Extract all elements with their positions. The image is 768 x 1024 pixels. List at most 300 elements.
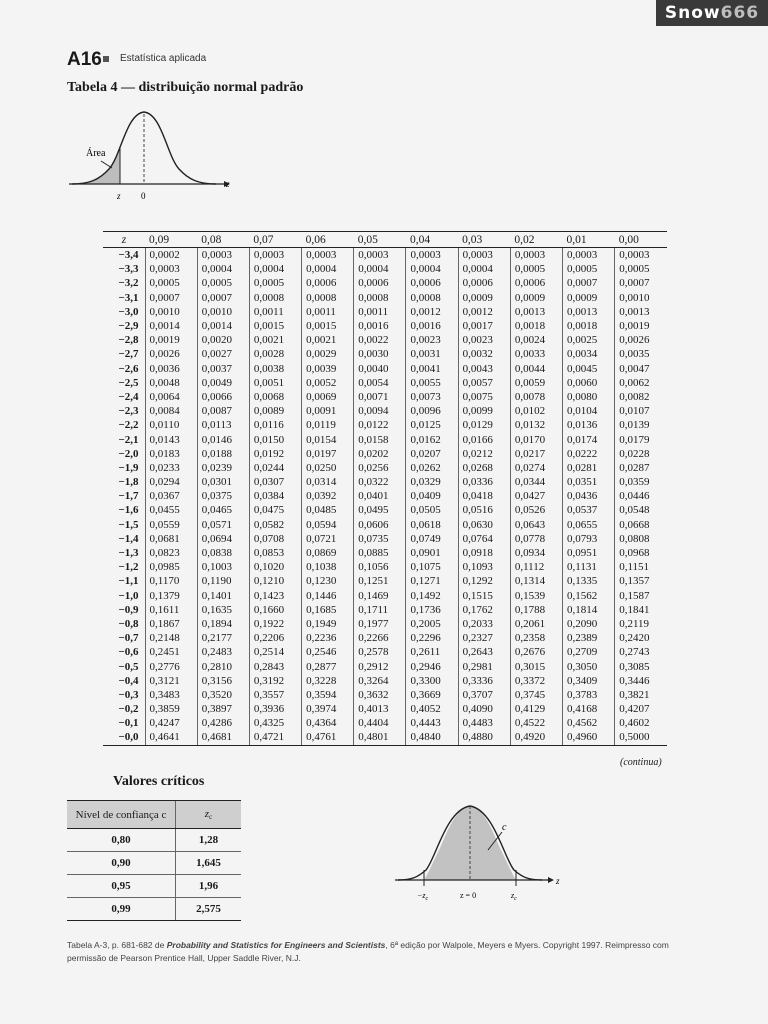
probability-cell: 0,4013 [354, 702, 406, 716]
probability-cell: 0,2389 [563, 631, 615, 645]
confidence-curve-figure [390, 800, 570, 910]
confidence-level-cell: 0,80 [67, 829, 176, 852]
probability-cell: 0,0122 [354, 418, 406, 432]
probability-cell: 0,0054 [354, 376, 406, 390]
z-value-cell: −2,3 [118, 405, 139, 418]
axis-label: z [226, 179, 230, 189]
probability-cell: 0,0571 [197, 518, 249, 532]
probability-cell: 0,0044 [510, 362, 562, 376]
z-value-cell: −2,4 [118, 390, 139, 403]
probability-cell: 0,0021 [249, 333, 301, 347]
z-value-cell: −2,5 [118, 376, 139, 389]
probability-cell: 0,0003 [354, 248, 406, 263]
probability-cell: 0,2514 [249, 645, 301, 659]
probability-cell: 0,3015 [510, 659, 562, 673]
probability-cell: 0,0008 [302, 291, 354, 305]
neg-zc-sub: c [425, 896, 429, 902]
probability-cell: 0,2546 [302, 645, 354, 659]
probability-cell: 0,0028 [249, 347, 301, 361]
probability-cell: 0,0009 [563, 291, 615, 305]
probability-cell: 0,1093 [458, 560, 510, 574]
probability-cell: 0,0244 [249, 461, 301, 475]
probability-cell: 0,0011 [354, 305, 406, 319]
probability-cell: 0,0004 [197, 262, 249, 276]
probability-cell: 0,2578 [354, 645, 406, 659]
probability-cell: 0,0010 [615, 291, 667, 305]
probability-cell: 0,0003 [197, 248, 249, 263]
probability-cell: 0,0004 [249, 262, 301, 276]
probability-cell: 0,0336 [458, 475, 510, 489]
table-body [103, 248, 667, 746]
probability-cell: 0,0010 [145, 305, 197, 319]
probability-cell: 0,0329 [406, 475, 458, 489]
probability-cell: 0,0202 [354, 447, 406, 461]
probability-cell: 0,0183 [145, 447, 197, 461]
z-value-cell: −0,7 [118, 632, 139, 645]
probability-cell: 0,4207 [615, 702, 667, 716]
z-value-cell: −1,0 [118, 589, 139, 602]
probability-cell: 0,3483 [145, 688, 197, 702]
probability-cell: 0,0281 [563, 461, 615, 475]
pos-zc-sub: c [514, 896, 517, 902]
probability-cell: 0,3594 [302, 688, 354, 702]
probability-cell: 0,1038 [302, 560, 354, 574]
z-value-cell: −3,2 [118, 277, 139, 290]
probability-cell: 0,0559 [145, 518, 197, 532]
probability-cell: 0,4090 [458, 702, 510, 716]
probability-cell: 0,0150 [249, 432, 301, 446]
probability-cell: 0,0808 [615, 532, 667, 546]
probability-cell: 0,2643 [458, 645, 510, 659]
probability-cell: 0,0207 [406, 447, 458, 461]
column-header: 0,00 [615, 232, 667, 248]
probability-cell: 0,0094 [354, 404, 406, 418]
probability-cell: 0,0418 [458, 489, 510, 503]
probability-cell: 0,2709 [563, 645, 615, 659]
probability-cell: 0,2296 [406, 631, 458, 645]
probability-cell: 0,0055 [406, 376, 458, 390]
probability-cell: 0,1251 [354, 574, 406, 588]
probability-cell: 0,4721 [249, 730, 301, 745]
z-value-cell: −3,4 [118, 249, 139, 262]
probability-cell: 0,3409 [563, 674, 615, 688]
probability-cell: 0,1401 [197, 589, 249, 603]
probability-cell: 0,2358 [510, 631, 562, 645]
probability-cell: 0,0721 [302, 532, 354, 546]
z-value-cell: −1,5 [118, 518, 139, 531]
zc-header-text: z [204, 808, 210, 820]
table-title: Tabela 4 — distribuição normal padrão [67, 80, 304, 95]
z-value-cell: −1,9 [118, 461, 139, 474]
probability-cell: 0,1190 [197, 574, 249, 588]
z-value-cell: −0,5 [118, 660, 139, 673]
probability-cell: 0,0287 [615, 461, 667, 475]
probability-cell: 0,2236 [302, 631, 354, 645]
probability-cell: 0,0048 [145, 376, 197, 390]
probability-cell: 0,0023 [406, 333, 458, 347]
normal-curve-figure [64, 104, 244, 204]
probability-cell: 0,0436 [563, 489, 615, 503]
watermark-logo [656, 0, 768, 26]
probability-cell: 0,0179 [615, 432, 667, 446]
probability-cell: 0,1314 [510, 574, 562, 588]
table-header-row [103, 232, 667, 248]
probability-cell: 0,0154 [302, 432, 354, 446]
table-row [103, 376, 667, 390]
probability-cell: 0,0052 [302, 376, 354, 390]
probability-cell: 0,1131 [563, 560, 615, 574]
probability-cell: 0,0006 [302, 276, 354, 290]
axis-arrow [548, 877, 554, 883]
table-row [103, 319, 667, 333]
probability-cell: 0,0262 [406, 461, 458, 475]
area-pointer [101, 161, 112, 168]
probability-cell: 0,0606 [354, 518, 406, 532]
probability-cell: 0,1922 [249, 617, 301, 631]
probability-cell: 0,0060 [563, 376, 615, 390]
probability-cell: 0,0004 [458, 262, 510, 276]
probability-cell: 0,0901 [406, 546, 458, 560]
probability-cell: 0,0004 [302, 262, 354, 276]
probability-cell: 0,0051 [249, 376, 301, 390]
probability-cell: 0,0764 [458, 532, 510, 546]
table-row [103, 546, 667, 560]
probability-cell: 0,4404 [354, 716, 406, 730]
probability-cell: 0,3372 [510, 674, 562, 688]
probability-cell: 0,0274 [510, 461, 562, 475]
z-label: z [117, 191, 121, 201]
probability-cell: 0,3783 [563, 688, 615, 702]
probability-cell: 0,0217 [510, 447, 562, 461]
neg-zc-text: −z [417, 891, 426, 900]
probability-cell: 0,0014 [197, 319, 249, 333]
z-value-cell: −0,9 [118, 603, 139, 616]
probability-cell: 0,0020 [197, 333, 249, 347]
probability-cell: 0,0139 [615, 418, 667, 432]
table-row [103, 532, 667, 546]
probability-cell: 0,0024 [510, 333, 562, 347]
table-row [103, 617, 667, 631]
table-row [103, 560, 667, 574]
probability-cell: 0,0014 [145, 319, 197, 333]
probability-cell: 0,0010 [197, 305, 249, 319]
probability-cell: 0,0344 [510, 475, 562, 489]
table-header [103, 232, 667, 248]
probability-cell: 0,2266 [354, 631, 406, 645]
probability-cell: 0,0314 [302, 475, 354, 489]
footnote-text-2: , 6ª edição por Walpole, Meyers e Myers. Copyright 1997. Reimpresso com permissão de Pearson Prentice Hall, Upper Saddle River, N.J. [67, 940, 669, 963]
probability-cell: 0,1611 [145, 603, 197, 617]
probability-cell: 0,4920 [510, 730, 562, 745]
probability-cell: 0,0294 [145, 475, 197, 489]
z-value-cell: −0,2 [118, 703, 139, 716]
probability-cell: 0,0132 [510, 418, 562, 432]
axis-label: z [556, 876, 560, 886]
critical-body [67, 829, 241, 921]
z-value-cell: −0,3 [118, 688, 139, 701]
z-column-header: z [103, 232, 145, 248]
table-row [103, 674, 667, 688]
probability-cell: 0,0885 [354, 546, 406, 560]
probability-cell: 0,0049 [197, 376, 249, 390]
probability-cell: 0,0228 [615, 447, 667, 461]
probability-cell: 0,0005 [563, 262, 615, 276]
probability-cell: 0,0003 [458, 248, 510, 263]
probability-cell: 0,0516 [458, 503, 510, 517]
column-header: 0,07 [249, 232, 301, 248]
probability-cell: 0,0004 [406, 262, 458, 276]
probability-cell: 0,1151 [615, 560, 667, 574]
probability-cell: 0,3085 [615, 659, 667, 673]
table-row [103, 589, 667, 603]
critical-header-row [67, 801, 241, 829]
probability-cell: 0,0256 [354, 461, 406, 475]
probability-cell: 0,0136 [563, 418, 615, 432]
probability-cell: 0,0793 [563, 532, 615, 546]
z-value-cell: −1,2 [118, 561, 139, 574]
probability-cell: 0,1112 [510, 560, 562, 574]
probability-cell: 0,0351 [563, 475, 615, 489]
footnote-book-title: Probability and Statistics for Engineers and Scientists [166, 940, 386, 950]
probability-cell: 0,0069 [302, 390, 354, 404]
z-value-cell: −0,6 [118, 646, 139, 659]
probability-cell: 0,0162 [406, 432, 458, 446]
probability-cell: 0,0012 [458, 305, 510, 319]
probability-cell: 0,0006 [510, 276, 562, 290]
probability-cell: 0,0537 [563, 503, 615, 517]
probability-cell: 0,2451 [145, 645, 197, 659]
probability-cell: 0,2061 [510, 617, 562, 631]
probability-cell: 0,0017 [458, 319, 510, 333]
probability-cell: 0,3121 [145, 674, 197, 688]
probability-cell: 0,4761 [302, 730, 354, 745]
probability-cell: 0,0039 [302, 362, 354, 376]
probability-cell: 0,1711 [354, 603, 406, 617]
probability-cell: 0,0047 [615, 362, 667, 376]
probability-cell: 0,3859 [145, 702, 197, 716]
probability-cell: 0,1814 [563, 603, 615, 617]
probability-cell: 0,0694 [197, 532, 249, 546]
probability-cell: 0,1635 [197, 603, 249, 617]
table-row [103, 688, 667, 702]
column-header: 0,03 [458, 232, 510, 248]
probability-cell: 0,0007 [615, 276, 667, 290]
z-value-cell: −0,8 [118, 617, 139, 630]
probability-cell: 0,1357 [615, 574, 667, 588]
probability-cell: 0,0630 [458, 518, 510, 532]
page-number: A16 [67, 49, 102, 70]
table-row [103, 603, 667, 617]
probability-cell: 0,2877 [302, 659, 354, 673]
probability-cell: 0,0007 [563, 276, 615, 290]
critical-z-cell: 2,575 [176, 898, 242, 921]
z-value-cell: −1,4 [118, 532, 139, 545]
probability-cell: 0,0918 [458, 546, 510, 560]
probability-cell: 0,3821 [615, 688, 667, 702]
probability-cell: 0,0035 [615, 347, 667, 361]
probability-cell: 0,0197 [302, 447, 354, 461]
probability-cell: 0,0012 [406, 305, 458, 319]
probability-cell: 0,1056 [354, 560, 406, 574]
probability-cell: 0,4247 [145, 716, 197, 730]
probability-cell: 0,2743 [615, 645, 667, 659]
probability-cell: 0,1977 [354, 617, 406, 631]
probability-cell: 0,0066 [197, 390, 249, 404]
critical-z-cell: 1,645 [176, 852, 242, 875]
probability-cell: 0,0222 [563, 447, 615, 461]
probability-cell: 0,0143 [145, 432, 197, 446]
probability-cell: 0,0019 [615, 319, 667, 333]
column-header: 0,08 [197, 232, 249, 248]
neg-zc-label [417, 891, 429, 902]
probability-cell: 0,0485 [302, 503, 354, 517]
probability-cell: 0,0008 [249, 291, 301, 305]
probability-cell: 0,0869 [302, 546, 354, 560]
table-row [103, 475, 667, 489]
probability-cell: 0,0045 [563, 362, 615, 376]
table-row [103, 631, 667, 645]
critical-row [67, 898, 241, 921]
probability-cell: 0,0985 [145, 560, 197, 574]
z-value-cell: −2,1 [118, 433, 139, 446]
probability-cell: 0,0322 [354, 475, 406, 489]
probability-cell: 0,0495 [354, 503, 406, 517]
probability-cell: 0,0003 [510, 248, 562, 263]
probability-cell: 0,3745 [510, 688, 562, 702]
probability-cell: 0,0192 [249, 447, 301, 461]
probability-cell: 0,3974 [302, 702, 354, 716]
probability-cell: 0,3557 [249, 688, 301, 702]
probability-cell: 0,2033 [458, 617, 510, 631]
probability-cell: 0,0006 [406, 276, 458, 290]
watermark-text: Snow [664, 3, 721, 23]
probability-cell: 0,0003 [145, 262, 197, 276]
probability-cell: 0,0007 [197, 291, 249, 305]
probability-cell: 0,0853 [249, 546, 301, 560]
probability-cell: 0,0091 [302, 404, 354, 418]
table-row [103, 390, 667, 404]
table-row [103, 276, 667, 290]
probability-cell: 0,0778 [510, 532, 562, 546]
probability-cell: 0,0409 [406, 489, 458, 503]
probability-cell: 0,0005 [197, 276, 249, 290]
probability-cell: 0,2119 [615, 617, 667, 631]
probability-cell: 0,2776 [145, 659, 197, 673]
probability-cell: 0,4052 [406, 702, 458, 716]
probability-cell: 0,3446 [615, 674, 667, 688]
table-row [103, 262, 667, 276]
probability-cell: 0,0749 [406, 532, 458, 546]
probability-cell: 0,2090 [563, 617, 615, 631]
confidence-header [67, 801, 176, 829]
probability-cell: 0,1685 [302, 603, 354, 617]
probability-cell: 0,0003 [302, 248, 354, 263]
probability-cell: 0,1170 [145, 574, 197, 588]
probability-cell: 0,0016 [406, 319, 458, 333]
probability-cell: 0,0158 [354, 432, 406, 446]
z-value-cell: −2,7 [118, 348, 139, 361]
probability-cell: 0,0735 [354, 532, 406, 546]
z-value-cell: −0,1 [118, 717, 139, 730]
probability-cell: 0,0125 [406, 418, 458, 432]
probability-cell: 0,0084 [145, 404, 197, 418]
probability-cell: 0,0006 [354, 276, 406, 290]
probability-cell: 0,0008 [354, 291, 406, 305]
probability-cell: 0,0708 [249, 532, 301, 546]
probability-cell: 0,0618 [406, 518, 458, 532]
probability-cell: 0,0019 [145, 333, 197, 347]
probability-cell: 0,0307 [249, 475, 301, 489]
probability-cell: 0,0301 [197, 475, 249, 489]
probability-cell: 0,1003 [197, 560, 249, 574]
probability-cell: 0,0233 [145, 461, 197, 475]
probability-cell: 0,4880 [458, 730, 510, 745]
probability-cell: 0,4325 [249, 716, 301, 730]
probability-cell: 0,0031 [406, 347, 458, 361]
probability-cell: 0,3520 [197, 688, 249, 702]
probability-cell: 0,0146 [197, 432, 249, 446]
table-row [103, 489, 667, 503]
z-value-cell: −0,0 [103, 730, 145, 745]
z-value-cell: −2,9 [118, 320, 139, 333]
book-title: Estatística aplicada [120, 53, 207, 64]
probability-cell: 0,0104 [563, 404, 615, 418]
probability-cell: 0,0057 [458, 376, 510, 390]
probability-cell: 0,0038 [249, 362, 301, 376]
probability-cell: 0,0427 [510, 489, 562, 503]
probability-cell: 0,0073 [406, 390, 458, 404]
standard-normal-table [103, 231, 667, 746]
zc-header-sub: c [209, 813, 213, 821]
pos-zc-label [510, 891, 517, 902]
probability-cell: 0,0003 [563, 248, 615, 263]
probability-cell: 0,1660 [249, 603, 301, 617]
probability-cell: 0,0548 [615, 503, 667, 517]
table-row [103, 716, 667, 730]
probability-cell: 0,3669 [406, 688, 458, 702]
probability-cell: 0,0170 [510, 432, 562, 446]
critical-z-cell: 1,96 [176, 875, 242, 898]
probability-cell: 0,0003 [249, 248, 301, 263]
probability-cell: 0,0022 [354, 333, 406, 347]
probability-cell: 0,2611 [406, 645, 458, 659]
probability-cell: 0,1379 [145, 589, 197, 603]
probability-cell: 0,0526 [510, 503, 562, 517]
probability-cell: 0,0018 [510, 319, 562, 333]
probability-cell: 0,0023 [458, 333, 510, 347]
probability-cell: 0,0099 [458, 404, 510, 418]
probability-cell: 0,2676 [510, 645, 562, 659]
probability-cell: 0,0030 [354, 347, 406, 361]
probability-cell: 0,0011 [249, 305, 301, 319]
probability-cell: 0,0013 [615, 305, 667, 319]
probability-cell: 0,0013 [510, 305, 562, 319]
z-value-cell: −1,6 [118, 504, 139, 517]
probability-cell: 0,2420 [615, 631, 667, 645]
probability-cell: 0,1562 [563, 589, 615, 603]
probability-cell: 0,0212 [458, 447, 510, 461]
column-header: 0,04 [406, 232, 458, 248]
probability-cell: 0,0026 [145, 347, 197, 361]
probability-cell: 0,0075 [458, 390, 510, 404]
probability-cell: 0,3936 [249, 702, 301, 716]
probability-cell: 0,0016 [354, 319, 406, 333]
probability-cell: 0,0037 [197, 362, 249, 376]
pos-zc-text: z [511, 891, 515, 900]
table-row [103, 518, 667, 532]
column-header: 0,05 [354, 232, 406, 248]
z-value-cell: −2,2 [118, 419, 139, 432]
